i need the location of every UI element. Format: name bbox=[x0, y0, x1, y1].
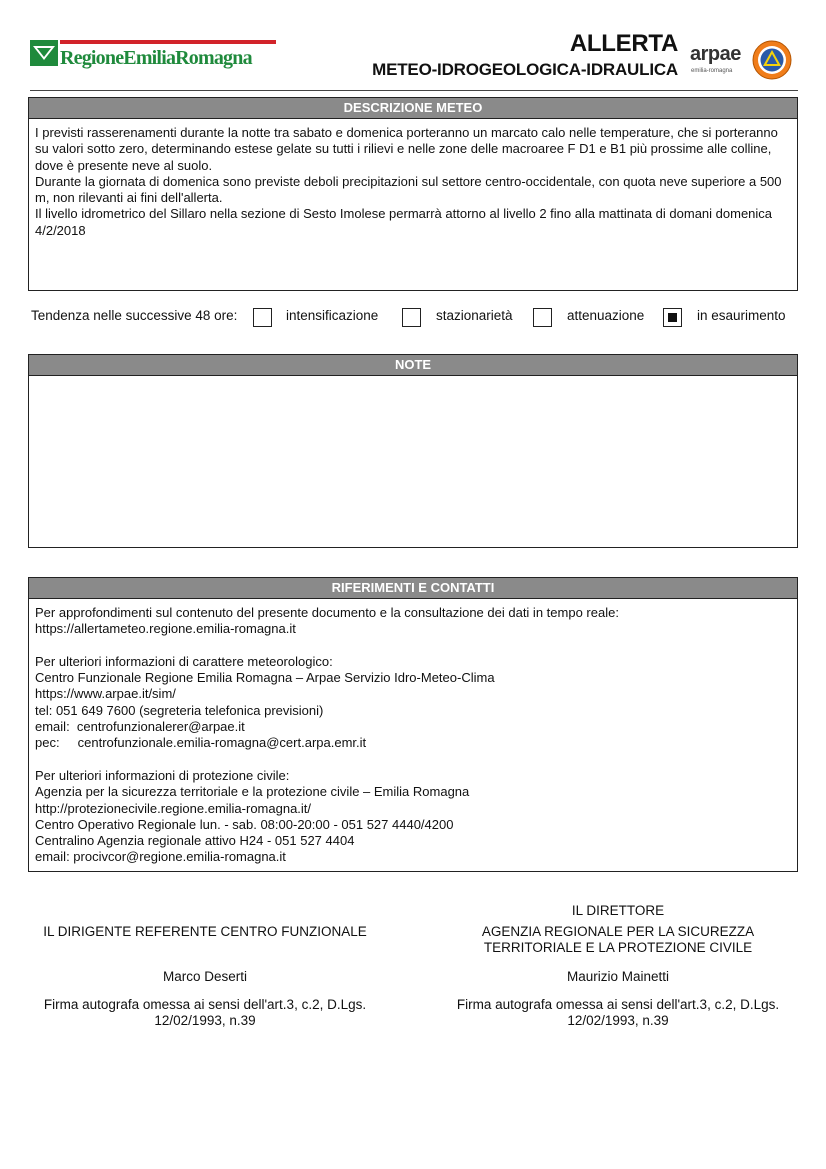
header-divider bbox=[30, 90, 798, 91]
descrizione-meteo-section bbox=[28, 97, 798, 291]
logo-text: RegioneEmiliaRomagna bbox=[60, 47, 252, 69]
arpae-logo-sub: emilia-romagna bbox=[691, 68, 733, 74]
protezione-civile-logo-icon bbox=[752, 40, 792, 80]
regione-emilia-romagna-logo bbox=[30, 40, 252, 70]
right-signature-note: Firma autografa omessa ai sensi dell'art.3, c.2, D.Lgs. 12/02/1993, n.39 bbox=[456, 997, 780, 1028]
checkbox-attenuazione[interactable] bbox=[533, 308, 552, 327]
page-subtitle: METEO-IDROGEOLOGICA-IDRAULICA bbox=[372, 60, 678, 79]
flag-icon bbox=[30, 40, 58, 66]
riferimenti-section bbox=[28, 577, 798, 872]
note-section bbox=[28, 354, 798, 548]
section-heading: NOTE bbox=[29, 355, 797, 376]
section-heading: RIFERIMENTI E CONTATTI bbox=[29, 578, 797, 599]
tendenza-label: Tendenza nelle successive 48 ore: bbox=[31, 308, 238, 323]
left-signature-role: IL DIRIGENTE REFERENTE CENTRO FUNZIONALE bbox=[43, 924, 367, 939]
arpae-logo-word: arpae bbox=[690, 43, 741, 65]
checkbox-stazionarieta[interactable] bbox=[402, 308, 421, 327]
logo-red-bar bbox=[60, 40, 276, 44]
right-signature-name: Maurizio Mainetti bbox=[566, 969, 670, 984]
option-intensificazione-label: intensificazione bbox=[286, 308, 379, 323]
option-stazionarieta-label: stazionarietà bbox=[436, 308, 513, 323]
left-signature-name: Marco Deserti bbox=[162, 969, 248, 984]
arpae-logo bbox=[688, 43, 746, 77]
left-signature-note: Firma autografa omessa ai sensi dell'art.3, c.2, D.Lgs. 12/02/1993, n.39 bbox=[43, 997, 367, 1028]
option-in-esaurimento-label: in esaurimento bbox=[697, 308, 786, 323]
page-title: ALLERTA bbox=[569, 30, 678, 57]
option-attenuazione-label: attenuazione bbox=[567, 308, 645, 323]
checkbox-intensificazione[interactable] bbox=[253, 308, 272, 327]
descrizione-meteo-text: I previsti rasserenamenti durante la notte tra sabato e domenica porteranno un marcato calo nelle temperature, che si porteranno su valori sotto zero, determinando estese gelate su tutti i rilievi e nelle zone delle macroaree F D1 e B1 più prossime alle colline, dove è presente neve al suolo. Durante la giornata di domenica sono previste deboli precipitazioni sul settore centro-occidentale, con quota neve superiore a 500 m, non rilevanti ai fini dell'allerta. Il livello idrometrico del Sillaro nella sezione di Sesto Imolese permarrà attorno al livello 2 fino alla mattinata di domani domenica 4/2/2018 bbox=[35, 125, 782, 238]
right-signature-title: IL DIRETTORE bbox=[571, 903, 665, 918]
right-signature-role: AGENZIA REGIONALE PER LA SICUREZZA TERRITORIALE E LA PROTEZIONE CIVILE bbox=[481, 924, 755, 955]
checkbox-in-esaurimento[interactable] bbox=[663, 308, 682, 327]
note-text bbox=[29, 376, 797, 388]
riferimenti-text: Per approfondimenti sul contenuto del presente documento e la consultazione dei dati in tempo reale: https://allertameteo.regione.emilia-romagna.it Per ulteriori informazioni di carattere meteorologico: Centro Funzionale Regione Emilia Romagna – Arpae Servizio Idro-Meteo-Clima https://www.arpae.it/sim/ tel: 051 649 7600 (segreteria telefonica previsioni) email: centrofunzionalerer@arpae.it pec: centrofunzionale.emilia-romagna@cert.arpa.emr.it Per ulteriori informazioni di protezione civile: Agenzia per la sicurezza territoriale e la protezione civile – Emilia Romagna http://protezionecivile.regione.emilia-romagna.it/ Centro Operativo Regionale lun. - sab. 08:00-20:00 - 051 527 4440/4200 Centralino Agenzia regionale attivo H24 - 051 527 4404 email: procivcor@regione.emilia-romagna.it bbox=[35, 605, 619, 865]
section-heading: DESCRIZIONE METEO bbox=[29, 98, 797, 119]
